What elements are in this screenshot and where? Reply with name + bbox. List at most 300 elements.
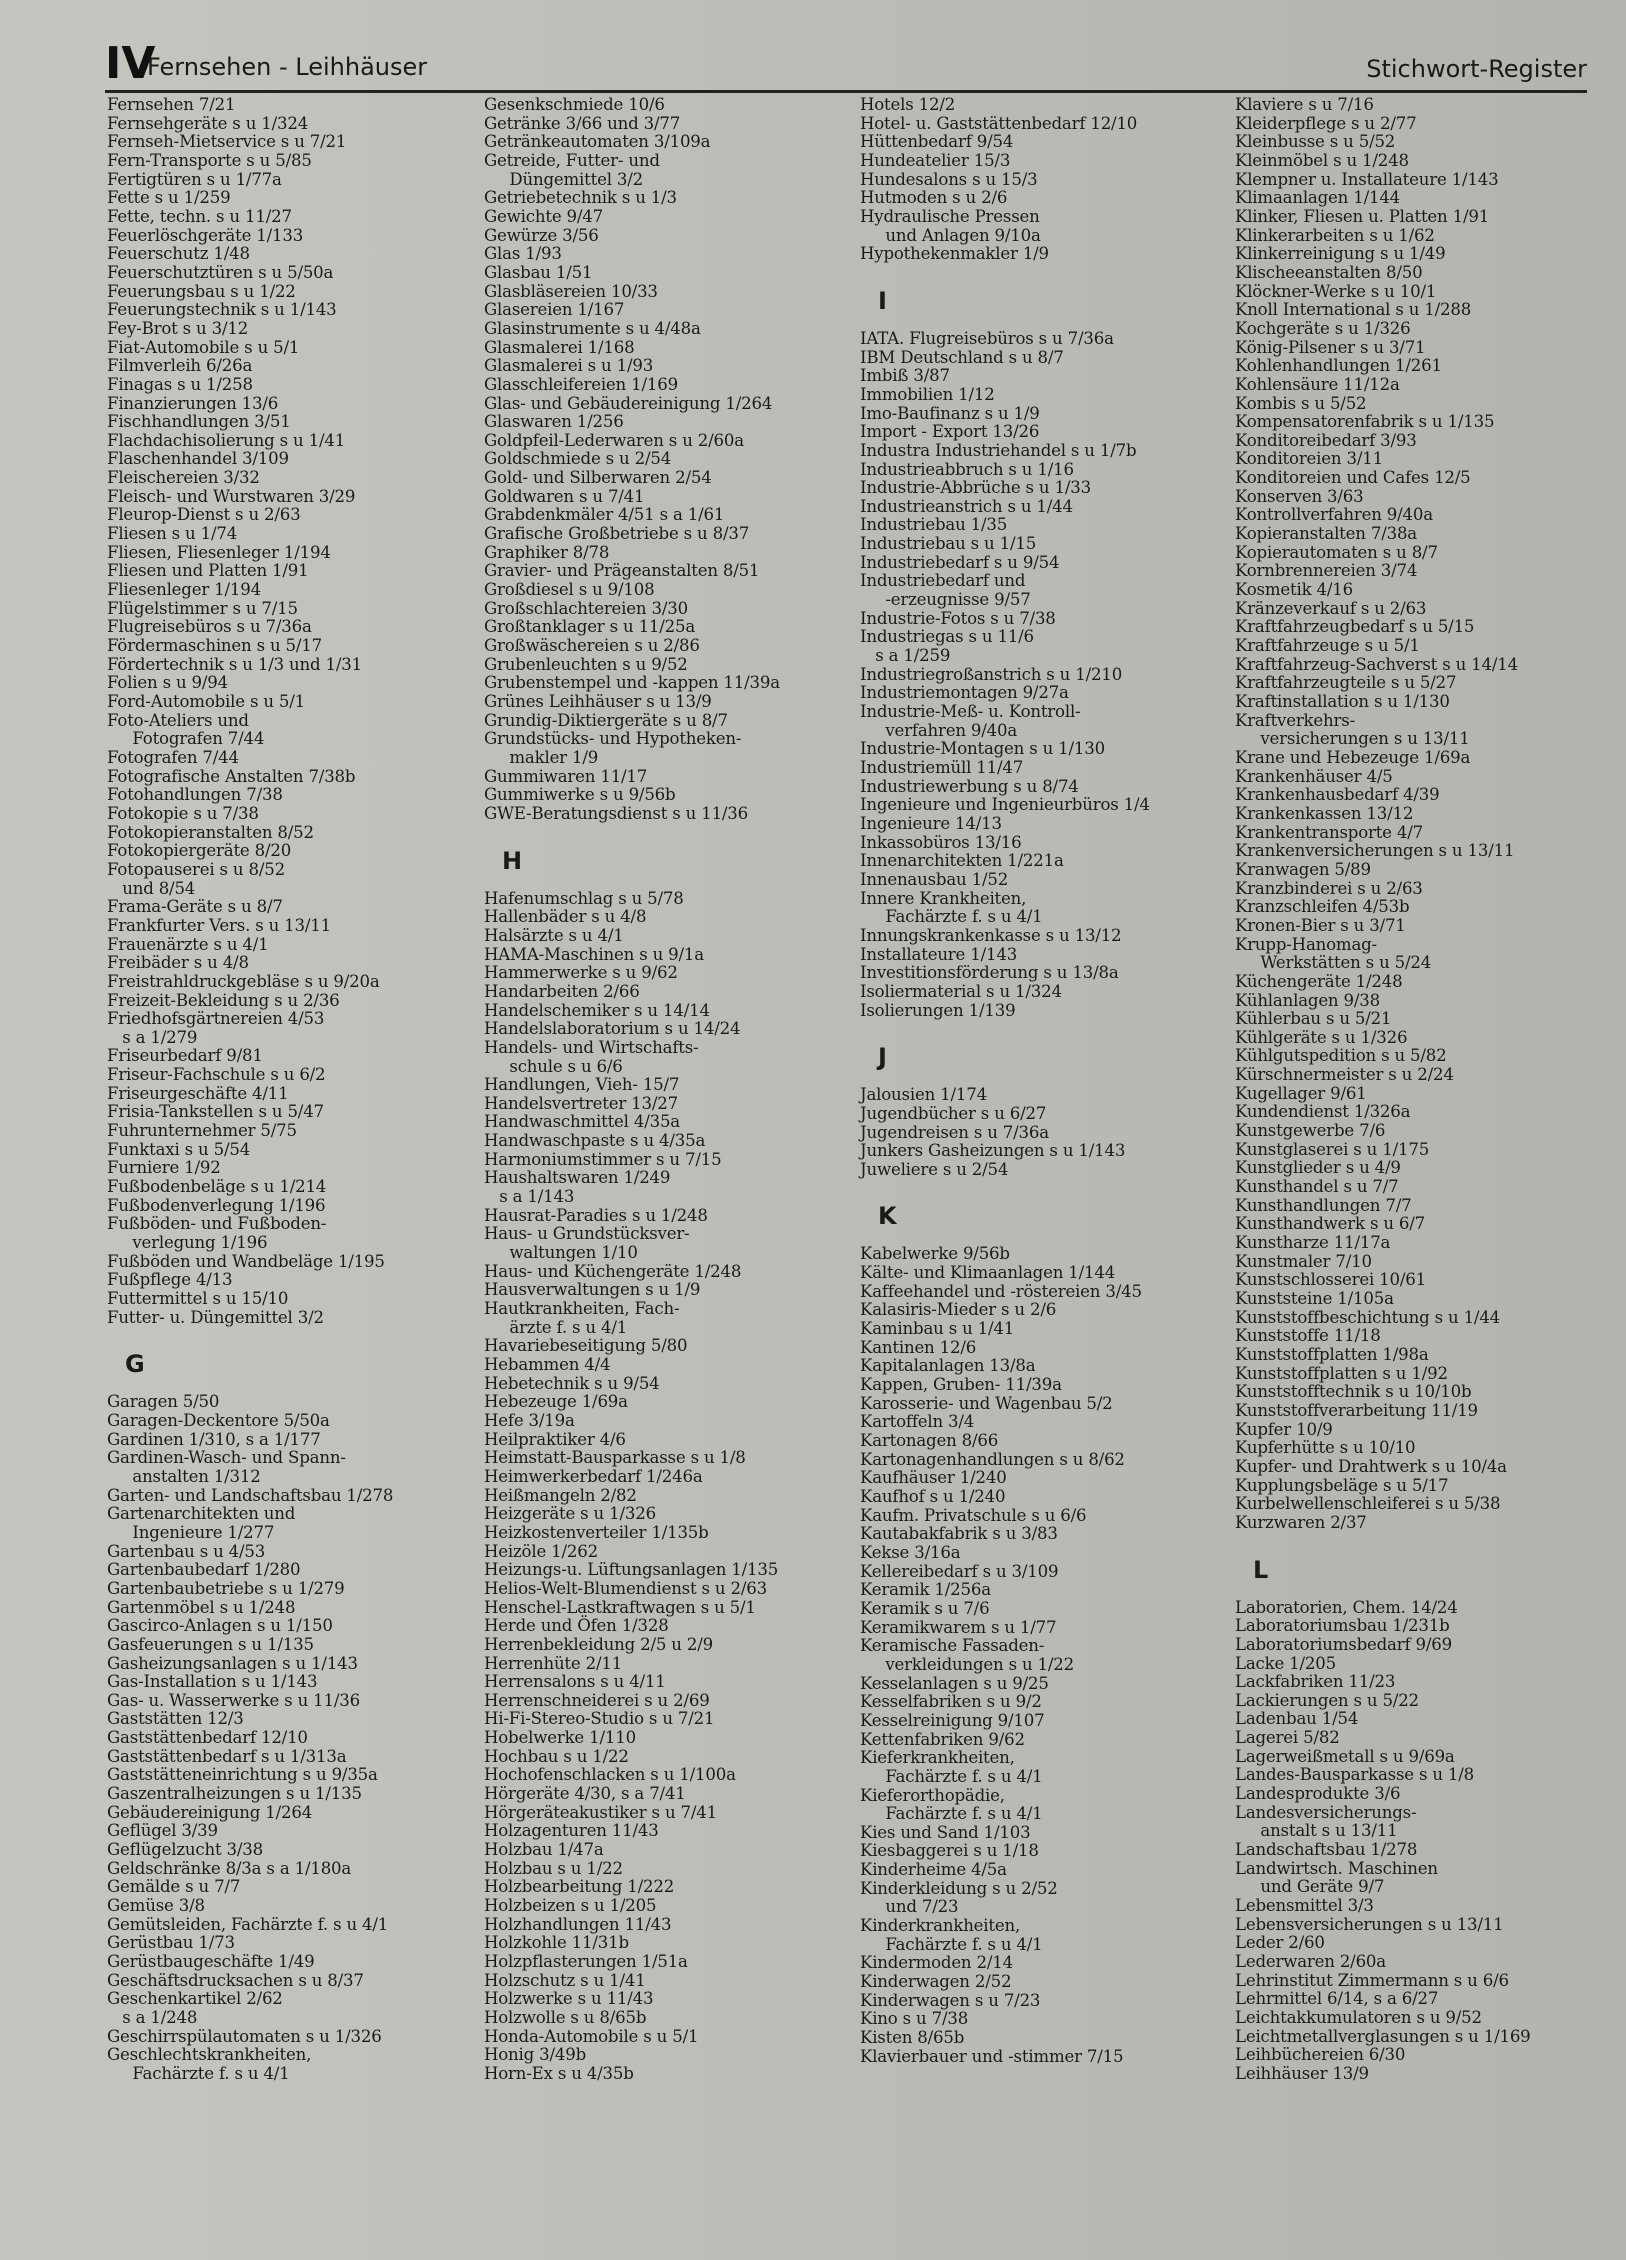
index-entry: Hebezeuge 1/69a — [484, 1392, 628, 1412]
index-entry: Hammerwerke s u 9/62 — [484, 963, 678, 983]
index-entry: Küchengeräte 1/248 — [1235, 971, 1403, 991]
index-entry: Werkstätten s u 5/24 — [1235, 953, 1432, 973]
index-entry: Kosmetik 4/16 — [1235, 580, 1353, 600]
index-entry: Industrieabbruch s u 1/16 — [860, 459, 1074, 479]
index-entry: Kesselreinigung 9/107 — [860, 1710, 1045, 1730]
index-entry: Hörgeräte 4/30, s a 7/41 — [484, 1784, 686, 1804]
index-entry: IBM Deutschland s u 8/7 — [860, 347, 1064, 367]
index-entry: Freizeit-Bekleidung s u 2/36 — [107, 990, 340, 1010]
index-entry: Heimwerkerbedarf 1/246a — [484, 1466, 703, 1486]
index-entry: Lacke 1/205 — [1235, 1653, 1336, 1673]
index-entry: Fernsehgeräte s u 1/324 — [107, 113, 309, 133]
index-entry: Jugendbücher s u 6/27 — [860, 1103, 1047, 1123]
index-entry: Honig 3/49b — [484, 2045, 587, 2065]
section-numeral: IV — [105, 38, 156, 89]
index-entry: Jalousien 1/174 — [860, 1085, 987, 1105]
index-entry: Kantinen 12/6 — [860, 1337, 977, 1357]
index-entry: s a 1/259 — [860, 646, 951, 666]
index-entry: Landes-Bausparkasse s u 1/8 — [1235, 1765, 1475, 1785]
index-entry: Lehrinstitut Zimmermann s u 6/6 — [1235, 1970, 1509, 1990]
index-entry: Frama-Geräte s u 8/7 — [107, 897, 283, 917]
index-entry: Glasereien 1/167 — [484, 300, 625, 320]
index-entry: Kaufhof s u 1/240 — [860, 1487, 1006, 1506]
index-entry: Kontrollverfahren 9/40a — [1235, 505, 1433, 525]
index-entry: Friseurbedarf 9/81 — [107, 1046, 263, 1066]
index-entry: Jugendreisen s u 7/36a — [860, 1122, 1049, 1142]
index-entry: Gaststätteneinrichtung s u 9/35a — [107, 1765, 378, 1785]
index-entry: Hotel- u. Gaststättenbedarf 12/10 — [860, 113, 1138, 133]
index-entry: Kupplungsbeläge s u 5/17 — [1235, 1475, 1449, 1495]
index-entry: Funktaxi s u 5/54 — [107, 1139, 251, 1159]
index-entry: Laboratorien, Chem. 14/24 — [1235, 1597, 1458, 1617]
index-entry: Leihbüchereien 6/30 — [1235, 2045, 1406, 2065]
index-entry: Klimaanlagen 1/144 — [1235, 188, 1401, 208]
index-entry: Kalasiris-Mieder s u 2/6 — [860, 1300, 1057, 1320]
index-entry: Leichtmetallverglasungen s u 1/169 — [1235, 2026, 1531, 2046]
index-entry: Hundeatelier 15/3 — [860, 150, 1011, 170]
index-entry: Holzhandlungen 11/43 — [484, 1914, 672, 1934]
index-entry: Fotopauserei s u 8/52 — [107, 859, 285, 879]
index-entry: Geschlechtskrankheiten, — [107, 2045, 312, 2065]
index-entry: Flachdachisolierung s u 1/41 — [107, 430, 346, 450]
index-entry: Handels- und Wirtschafts- — [484, 1037, 699, 1057]
index-entry: Grafische Großbetriebe s u 8/37 — [484, 524, 750, 544]
index-entry: Holzschutz s u 1/41 — [484, 1970, 646, 1990]
index-entry: Kronen-Bier s u 3/71 — [1235, 915, 1406, 935]
index-entry: Kombis s u 5/52 — [1235, 393, 1367, 413]
index-entry: Lederwaren 2/60a — [1235, 1952, 1386, 1971]
index-entry: Industrie-Meß- u. Kontroll- — [860, 702, 1081, 722]
index-entry: Holzagenturen 11/43 — [484, 1821, 659, 1841]
index-entry: Filmverleih 6/26a — [107, 356, 253, 376]
index-entry: und Geräte 9/7 — [1235, 1877, 1385, 1897]
index-entry: Gardinen-Wasch- und Spann- — [107, 1448, 346, 1468]
index-entry: Hausrat-Paradies s u 1/248 — [484, 1205, 708, 1225]
index-column-2 — [484, 96, 854, 2084]
index-entry: Gold- und Silberwaren 2/54 — [484, 468, 712, 488]
index-entry: Industriebau 1/35 — [860, 515, 1008, 535]
index-entry: Kunstharze 11/17a — [1235, 1233, 1391, 1253]
index-entry: Fiat-Automobile s u 5/1 — [107, 337, 300, 357]
index-entry: Hundesalons s u 15/3 — [860, 169, 1038, 189]
index-entry: Gerüstbaugeschäfte 1/49 — [107, 1952, 315, 1971]
index-entry: Kunststoffplatten s u 1/92 — [1235, 1363, 1448, 1383]
index-entry: Kaminbau s u 1/41 — [860, 1319, 1015, 1339]
index-entry: Industriebedarf und — [860, 571, 1026, 591]
index-entry: Geflügel 3/39 — [107, 1821, 218, 1841]
index-entry: Futter- u. Düngemittel 3/2 — [107, 1307, 324, 1327]
index-entry: Juweliere s u 2/54 — [860, 1159, 1009, 1179]
index-entry: Fotokopie s u 7/38 — [107, 803, 259, 823]
index-entry: Heizöle 1/262 — [484, 1541, 598, 1561]
index-entry: Klaviere s u 7/16 — [1235, 95, 1374, 114]
index-entry: Konditoreibedarf 3/93 — [1235, 430, 1417, 450]
index-entry: Horn-Ex s u 4/35b — [484, 2063, 634, 2083]
index-entry: Gasfeuerungen s u 1/135 — [107, 1634, 314, 1654]
index-entry: Gravier- und Prägeanstalten 8/51 — [484, 561, 760, 581]
index-entry: Fotografen 7/44 — [107, 747, 239, 767]
index-entry: Ingenieure 14/13 — [860, 813, 1002, 833]
index-entry: Gas- u. Wasserwerke s u 11/36 — [107, 1690, 360, 1710]
index-entry: schule s u 6/6 — [484, 1056, 623, 1076]
index-entry: GWE-Beratungsdienst s u 11/36 — [484, 803, 749, 823]
index-entry: Isolierungen 1/139 — [860, 1000, 1016, 1020]
index-entry: Kinderwagen s u 7/23 — [860, 1990, 1041, 2010]
index-entry: Kies und Sand 1/103 — [860, 1822, 1031, 1842]
index-entry: Gartenarchitekten und — [107, 1504, 296, 1524]
index-entry: Getränkeautomaten 3/109a — [484, 132, 711, 152]
index-entry: Kartonagen 8/66 — [860, 1431, 999, 1451]
index-entry: Getreide, Futter- und — [484, 150, 660, 170]
index-entry: Fette, techn. s u 11/27 — [107, 206, 292, 226]
index-entry: Kühlgutspedition s u 5/82 — [1235, 1046, 1447, 1066]
index-entry: Klinkerarbeiten s u 1/62 — [1235, 225, 1435, 245]
index-entry: Kranzschleifen 4/53b — [1235, 897, 1410, 917]
index-entry: Gascirco-Anlagen s u 1/150 — [107, 1616, 333, 1636]
index-entry: Imbiß 3/87 — [860, 366, 950, 386]
index-entry: Kartoffeln 3/4 — [860, 1412, 975, 1432]
index-entry: Krankenkassen 13/12 — [1235, 803, 1414, 823]
letter-heading: J — [878, 1043, 887, 1072]
index-entry: Glasmalerei 1/168 — [484, 337, 635, 357]
index-entry: Gebäudereinigung 1/264 — [107, 1802, 313, 1822]
index-entry: Getriebetechnik s u 1/3 — [484, 188, 677, 208]
index-entry: Getränke 3/66 und 3/77 — [484, 113, 681, 133]
index-entry: Kunststeine 1/105a — [1235, 1289, 1394, 1308]
index-entry: Kunstglieder s u 4/9 — [1235, 1158, 1401, 1178]
index-entry: Kraftfahrzeugbedarf s u 5/15 — [1235, 617, 1475, 637]
index-entry: Heizgeräte s u 1/326 — [484, 1504, 656, 1524]
index-column-1 — [107, 96, 477, 2084]
index-entry: Feuerungstechnik s u 1/143 — [107, 300, 337, 320]
index-entry: Krane und Hebezeuge 1/69a — [1235, 747, 1471, 767]
index-entry: Kraftfahrzeugteile s u 5/27 — [1235, 673, 1457, 693]
index-entry: Kraftinstallation s u 1/130 — [1235, 692, 1450, 711]
index-entry: Laboratoriumsbedarf 9/69 — [1235, 1634, 1452, 1654]
index-entry: Kunststoffverarbeitung 11/19 — [1235, 1400, 1478, 1420]
index-entry: Krankenhäuser 4/5 — [1235, 766, 1393, 786]
index-entry: Konditoreien 3/11 — [1235, 449, 1383, 469]
index-entry: Frauenärzte s u 4/1 — [107, 934, 269, 954]
index-entry: Fern-Transporte s u 5/85 — [107, 150, 312, 170]
index-entry: Industriegas s u 11/6 — [860, 627, 1034, 647]
index-entry: Kupfer- und Drahtwerk s u 10/4a — [1235, 1456, 1507, 1476]
index-entry: Klöckner-Werke s u 10/1 — [1235, 281, 1437, 301]
index-entry: Lehrmittel 6/14, s a 6/27 — [1235, 1989, 1439, 2009]
index-entry: Kohlensäure 11/12a — [1235, 374, 1400, 394]
index-entry: Fernseh-Mietservice s u 7/21 — [107, 132, 347, 152]
index-entry: Großschlachtereien 3/30 — [484, 598, 688, 618]
index-entry: Lagerei 5/82 — [1235, 1728, 1340, 1748]
index-entry: Fuhrunternehmer 5/75 — [107, 1121, 297, 1141]
index-entry: Fleisch- und Wurstwaren 3/29 — [107, 486, 356, 506]
index-entry: Konditoreien und Cafes 12/5 — [1235, 468, 1471, 488]
index-entry: Kupfer 10/9 — [1235, 1419, 1333, 1439]
index-entry: Innenausbau 1/52 — [860, 869, 1009, 889]
index-entry: Fachärzte f. s u 4/1 — [860, 1766, 1043, 1786]
index-entry: Holzwolle s u 8/65b — [484, 2007, 647, 2027]
index-entry: Handelsvertreter 13/27 — [484, 1093, 678, 1113]
index-entry: Kraftverkehrs- — [1235, 710, 1355, 730]
index-entry: Krankenhausbedarf 4/39 — [1235, 785, 1440, 805]
index-entry: Fleischereien 3/32 — [107, 468, 260, 488]
index-entry: Fleurop-Dienst s u 2/63 — [107, 505, 301, 525]
letter-heading: G — [125, 1350, 145, 1379]
index-entry: Kraftfahrzeug-Sachverst s u 14/14 — [1235, 654, 1518, 674]
index-entry: Gewürze 3/56 — [484, 225, 599, 245]
index-entry: Fischhandlungen 3/51 — [107, 412, 291, 432]
index-entry: Kunsthandlungen 7/7 — [1235, 1195, 1412, 1215]
index-entry: Handwaschpaste s u 4/35a — [484, 1131, 706, 1151]
index-entry: Krupp-Hanomag- — [1235, 934, 1377, 954]
index-entry: Kornbrennereien 3/74 — [1235, 561, 1418, 581]
index-entry: Harmoniumstimmer s u 7/15 — [484, 1149, 722, 1169]
index-entry: Flugreisebüros s u 7/36a — [107, 617, 312, 637]
index-entry: Fußbodenbeläge s u 1/214 — [107, 1177, 327, 1197]
index-entry: Kautabakfabrik s u 3/83 — [860, 1524, 1058, 1544]
index-entry: Feuerungsbau s u 1/22 — [107, 281, 296, 301]
index-entry: Holzkohle 11/31b — [484, 1933, 629, 1953]
index-entry: Industra Industriehandel s u 1/7b — [860, 440, 1137, 460]
index-entry: Industrieanstrich s u 1/44 — [860, 496, 1073, 516]
index-entry: Gerüstbau 1/73 — [107, 1933, 235, 1953]
index-entry: Handwaschmittel 4/35a — [484, 1112, 681, 1132]
index-entry: Folien s u 9/94 — [107, 673, 229, 693]
index-entry: Kinderheime 4/5a — [860, 1860, 1007, 1880]
index-entry: Kiesbaggerei s u 1/18 — [860, 1841, 1039, 1861]
index-entry: Hobelwerke 1/110 — [484, 1728, 636, 1748]
index-entry: Finagas s u 1/258 — [107, 374, 253, 394]
index-entry: Imo-Baufinanz s u 1/9 — [860, 403, 1040, 423]
index-entry: Hi-Fi-Stereo-Studio s u 7/21 — [484, 1709, 715, 1729]
index-entry: Ladenbau 1/54 — [1235, 1709, 1359, 1729]
index-entry: anstalt s u 13/11 — [1235, 1821, 1398, 1841]
index-entry: Holzbau 1/47a — [484, 1840, 604, 1860]
index-entry: Fördermaschinen s u 5/17 — [107, 636, 323, 656]
index-entry: Kopieranstalten 7/38a — [1235, 524, 1417, 544]
index-entry: Fertigtüren s u 1/77a — [107, 169, 282, 189]
index-entry: Industriebedarf s u 9/54 — [860, 552, 1060, 572]
index-entry: Hallenbäder s u 4/8 — [484, 907, 647, 927]
index-entry: Frankfurter Vers. s u 13/11 — [107, 915, 331, 935]
index-entry: Hochofenschlacken s u 1/100a — [484, 1765, 736, 1785]
index-entry: Kino s u 7/38 — [860, 2009, 969, 2029]
index-entry: Garagen-Deckentore 5/50a — [107, 1410, 330, 1430]
index-entry: Isoliermaterial s u 1/324 — [860, 981, 1062, 1001]
index-entry: Hypothekenmakler 1/9 — [860, 244, 1049, 264]
index-entry: Grundig-Diktiergeräte s u 8/7 — [484, 710, 728, 730]
register-title: Stichwort-Register — [1366, 55, 1587, 83]
index-entry: Inkassobüros 13/16 — [860, 832, 1022, 852]
index-entry: Flaschenhandel 3/109 — [107, 449, 289, 469]
index-entry: Kunstschlosserei 10/61 — [1235, 1270, 1426, 1290]
index-entry: Kompensatorenfabrik s u 1/135 — [1235, 412, 1495, 432]
index-entry: Haus- und Küchengeräte 1/248 — [484, 1261, 742, 1281]
index-entry: Kürschnermeister s u 2/24 — [1235, 1065, 1454, 1085]
index-entry: Gasheizungsanlagen s u 1/143 — [107, 1653, 358, 1673]
index-entry: Geflügelzucht 3/38 — [107, 1840, 263, 1860]
index-entry: Kleinbusse s u 5/52 — [1235, 132, 1396, 152]
index-entry: Hörgeräteakustiker s u 7/41 — [484, 1802, 717, 1822]
index-entry: Goldpfeil-Lederwaren s u 2/60a — [484, 430, 744, 450]
index-entry: Helios-Welt-Blumendienst s u 2/63 — [484, 1578, 767, 1598]
index-entry: Leder 2/60 — [1235, 1933, 1325, 1953]
index-entry: Lebensversicherungen s u 13/11 — [1235, 1914, 1504, 1934]
index-entry: Kunststoffe 11/18 — [1235, 1326, 1381, 1346]
index-entry: Hautkrankheiten, Fach- — [484, 1299, 680, 1319]
index-entry: Heizkostenverteiler 1/135b — [484, 1522, 709, 1542]
index-entry: Keramikwarem s u 1/77 — [860, 1617, 1057, 1637]
index-entry: Industriebau s u 1/15 — [860, 534, 1037, 554]
index-entry: Installateure 1/143 — [860, 944, 1018, 964]
index-entry: Furniere 1/92 — [107, 1158, 221, 1178]
index-entry: makler 1/9 — [484, 747, 599, 767]
index-entry: Krankenversicherungen s u 13/11 — [1235, 841, 1515, 861]
section-range-title: Fernsehen - Leihhäuser — [147, 53, 428, 81]
index-entry: Graphiker 8/78 — [484, 542, 610, 562]
index-entry: Kabelwerke 9/56b — [860, 1244, 1010, 1264]
index-entry: Hefe 3/19a — [484, 1410, 575, 1430]
index-entry: Herrensalons s u 4/11 — [484, 1672, 666, 1692]
index-entry: Henschel-Lastkraftwagen s u 5/1 — [484, 1597, 756, 1617]
index-entry: Hutmoden s u 2/6 — [860, 188, 1008, 208]
index-entry: Kränzeverkauf s u 2/63 — [1235, 598, 1427, 618]
index-entry: Garagen 5/50 — [107, 1392, 220, 1412]
index-entry: Kaufm. Privatschule s u 6/6 — [860, 1505, 1087, 1525]
index-entry: Fachärzte f. s u 4/1 — [107, 2063, 290, 2083]
index-entry: Fotografische Anstalten 7/38b — [107, 766, 356, 786]
index-entry: Heißmangeln 2/82 — [484, 1485, 637, 1505]
index-entry: anstalten 1/312 — [107, 1466, 261, 1486]
index-entry: s a 1/143 — [484, 1187, 575, 1207]
index-entry: Kindermoden 2/14 — [860, 1953, 1013, 1973]
index-entry: Honda-Automobile s u 5/1 — [484, 2026, 699, 2046]
index-entry: ärzte f. s u 4/1 — [484, 1317, 628, 1337]
index-entry: Kinderkrankheiten, — [860, 1916, 1021, 1936]
index-entry: Fördertechnik s u 1/3 und 1/31 — [107, 654, 362, 674]
index-entry: IATA. Flugreisebüros s u 7/36a — [860, 328, 1114, 348]
index-entry: Feuerlöschgeräte 1/133 — [107, 225, 304, 245]
index-entry: Kopierautomaten s u 8/7 — [1235, 542, 1438, 562]
index-entry: Hydraulische Pressen — [860, 206, 1040, 226]
index-entry: Kupferhütte s u 10/10 — [1235, 1438, 1416, 1458]
index-entry: Kleiderpflege s u 2/77 — [1235, 113, 1417, 133]
page-header — [105, 40, 1587, 93]
index-entry: Glaswaren 1/256 — [484, 412, 624, 432]
index-entry: Kundendienst 1/326a — [1235, 1102, 1411, 1122]
index-entry: Kunstgewerbe 7/6 — [1235, 1121, 1386, 1141]
index-entry: Kettenfabriken 9/62 — [860, 1729, 1025, 1749]
index-entry: Friedhofsgärtnereien 4/53 — [107, 1009, 325, 1029]
index-entry: Frisia-Tankstellen s u 5/47 — [107, 1102, 324, 1122]
index-entry: Handelschemiker s u 14/14 — [484, 1000, 710, 1020]
index-entry: Leichtakkumulatoren s u 9/52 — [1235, 2007, 1482, 2027]
index-entry: Havariebeseitigung 5/80 — [484, 1336, 688, 1356]
index-entry: Industrie-Fotos s u 7/38 — [860, 608, 1056, 628]
index-entry: Lagerweißmetall s u 9/69a — [1235, 1746, 1455, 1766]
index-entry: Gaststätten 12/3 — [107, 1709, 244, 1729]
index-entry: Friseur-Fachschule s u 6/2 — [107, 1065, 326, 1085]
index-entry: HAMA-Maschinen s u 9/1a — [484, 944, 704, 964]
index-entry: Kurzwaren 2/37 — [1235, 1512, 1367, 1532]
index-entry: Kappen, Gruben- 11/39a — [860, 1375, 1062, 1395]
index-entry: Kraftfahrzeuge s u 5/1 — [1235, 636, 1420, 656]
index-entry: Gemälde s u 7/7 — [107, 1877, 241, 1897]
index-entry: Großtanklager s u 11/25a — [484, 617, 696, 637]
index-entry: Import - Export 13/26 — [860, 422, 1040, 442]
index-entry: Hausverwaltungen s u 1/9 — [484, 1280, 701, 1300]
index-entry: Kellereibedarf s u 3/109 — [860, 1561, 1059, 1581]
index-entry: Freibäder s u 4/8 — [107, 953, 249, 973]
index-entry: Glasbau 1/51 — [484, 262, 593, 282]
index-entry: und 8/54 — [107, 878, 196, 898]
index-entry: Fußböden- und Fußboden- — [107, 1214, 327, 1234]
index-entry: Leihhäuser 13/9 — [1235, 2063, 1369, 2083]
index-entry: Kinderkleidung s u 2/52 — [860, 1878, 1058, 1898]
index-entry: Fachärzte f. s u 4/1 — [860, 907, 1043, 927]
index-entry: Handlungen, Vieh- 15/7 — [484, 1075, 680, 1095]
index-entry: Kinderwagen 2/52 — [860, 1972, 1012, 1992]
index-entry: Feuerschutztüren s u 5/50a — [107, 262, 334, 282]
index-entry: Kaffeehandel und -röstereien 3/45 — [860, 1281, 1142, 1301]
index-entry: Goldschmiede s u 2/54 — [484, 449, 672, 469]
index-entry: Hochbau s u 1/22 — [484, 1746, 629, 1766]
index-entry: Fey-Brot s u 3/12 — [107, 318, 249, 338]
index-entry: Junkers Gasheizungen s u 1/143 — [860, 1141, 1126, 1161]
index-entry: Kurbelwellenschleiferei s u 5/38 — [1235, 1494, 1501, 1514]
index-entry: Industrie-Abbrüche s u 1/33 — [860, 478, 1091, 498]
index-entry: Goldwaren s u 7/41 — [484, 486, 645, 506]
index-entry: Kunststoffplatten 1/98a — [1235, 1344, 1429, 1364]
index-entry: Lebensmittel 3/3 — [1235, 1896, 1374, 1916]
index-entry: und 7/23 — [860, 1897, 959, 1917]
index-entry: Ingenieure und Ingenieurbüros 1/4 — [860, 795, 1150, 815]
index-entry: verkleidungen s u 1/22 — [860, 1654, 1075, 1674]
index-entry: Geldschränke 8/3a s a 1/180a — [107, 1858, 352, 1878]
index-entry: Klinker, Fliesen u. Platten 1/91 — [1235, 206, 1490, 226]
index-entry: Haushaltswaren 1/249 — [484, 1168, 671, 1188]
index-entry: Holzwerke s u 11/43 — [484, 1989, 654, 2009]
index-entry: Kühlanlagen 9/38 — [1235, 990, 1380, 1010]
index-entry: Landesprodukte 3/6 — [1235, 1784, 1401, 1804]
index-entry: Hotels 12/2 — [860, 95, 956, 114]
index-entry: Kranzbinderei s u 2/63 — [1235, 878, 1423, 898]
index-entry: Investitionsförderung s u 13/8a — [860, 963, 1119, 983]
index-entry: Kunsthandel s u 7/7 — [1235, 1177, 1399, 1197]
index-entry: verfahren 9/40a — [860, 720, 1018, 740]
letter-heading: L — [1253, 1555, 1269, 1584]
index-entry: Herde und Öfen 1/328 — [484, 1616, 669, 1636]
index-entry: Geschirrspülautomaten s u 1/326 — [107, 2026, 382, 2046]
index-entry: Haus- u Grundstücksver- — [484, 1224, 690, 1244]
index-entry: Kapitalanlagen 13/8a — [860, 1356, 1036, 1376]
index-entry: Innungskrankenkasse s u 13/12 — [860, 925, 1122, 945]
index-entry: Gummiwaren 11/17 — [484, 766, 648, 786]
index-entry: Fette s u 1/259 — [107, 188, 231, 208]
index-entry: Fotografen 7/44 — [107, 729, 265, 749]
index-entry: Klavierbauer und -stimmer 7/15 — [860, 2046, 1124, 2066]
index-entry: Handelslaboratorium s u 14/24 — [484, 1019, 741, 1039]
index-entry: Lackierungen s u 5/22 — [1235, 1690, 1419, 1710]
index-entry: Kunststofftechnik s u 10/10b — [1235, 1382, 1472, 1402]
index-entry: Glasbläsereien 10/33 — [484, 281, 658, 301]
index-entry: Holzpflasterungen 1/51a — [484, 1952, 688, 1971]
index-entry: König-Pilsener s u 3/71 — [1235, 337, 1426, 357]
index-entry: Gemüse 3/8 — [107, 1896, 205, 1916]
index-entry: Gemütsleiden, Fachärzte f. s u 4/1 — [107, 1914, 389, 1934]
index-entry: Fliesenleger 1/194 — [107, 580, 261, 600]
index-entry: Foto-Ateliers und — [107, 710, 249, 730]
